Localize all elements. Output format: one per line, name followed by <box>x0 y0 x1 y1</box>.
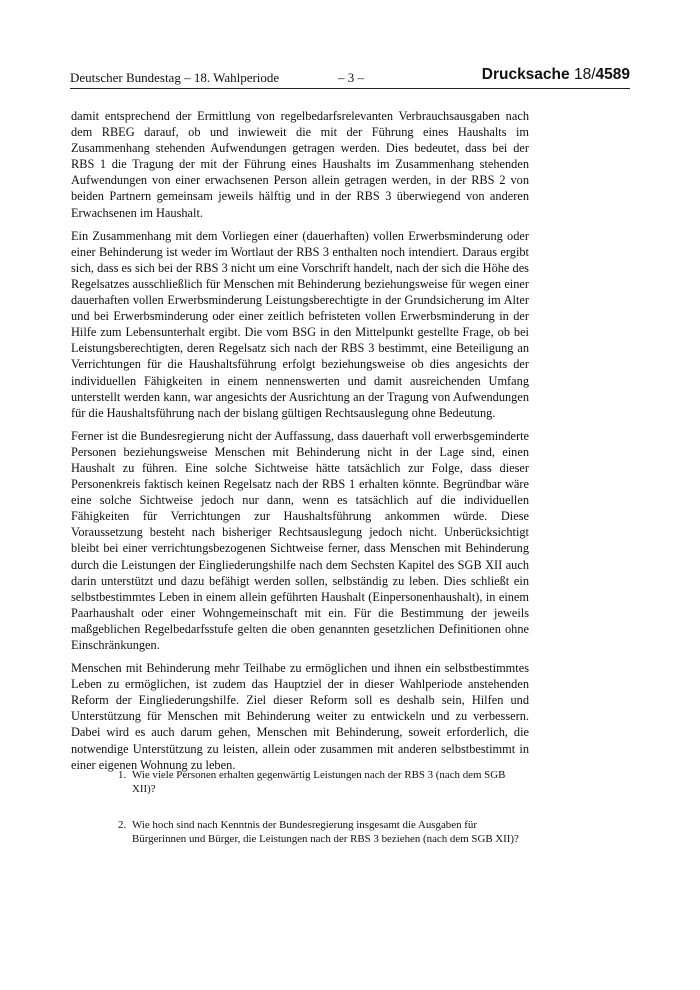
question-text: Wie hoch sind nach Kenntnis der Bundesregierung insgesamt die Ausgaben für Bürgerinnen und Bürger, die Leistungen nach der RBS 3 beziehen (nach dem SGB XII)? <box>132 819 519 845</box>
question-list <box>118 768 530 868</box>
header-page-number: – 3 – <box>338 70 364 85</box>
paragraph: damit entsprechend der Ermittlung von regelbedarfsrelevanten Verbrauchsausgaben nach dem RBEG darauf, ob und inwieweit die mit der Führung eines Haushalts im Zusammenhang stehenden Aufwendungen getragen werden. Dies bedeutet, dass bei der RBS 1 die Tragung der mit der Führung eines Haushalts im Zusammenhang stehenden Aufwendungen von einer erwachsenen Person allein getragen werden, in der RBS 2 von beiden Partnern gemeinsam jeweils hälftig und in der RBS 3 überwiegend von anderen Erwachsenen im Haushalt. <box>71 109 529 220</box>
paragraph: Menschen mit Behinderung mehr Teilhabe zu ermöglichen und ihnen ein selbstbestimmtes Leben zu ermöglichen, ist zudem das Hauptziel der in dieser Wahlperiode anstehenden Reform der Eingliederungshilfe. Ziel dieser Reform soll es deshalb sein, Hilfen und Unterstützung für Menschen mit Behinderung weiter zu entwickeln und zu verbessern. Dabei wird es auch darum gehen, Menschen mit Behinderung, soweit erforderlich, die notwendige Unterstützung zu leisten, allein oder zusammen mit anderen selbstbestimmt in einer eigenen Wohnung zu leben. <box>71 661 529 772</box>
question-number: 2. <box>118 819 127 831</box>
header-document-number <box>482 66 630 84</box>
body-text <box>71 108 529 780</box>
page-header <box>70 66 630 89</box>
doc-label: Drucksache <box>481 66 570 83</box>
question-number: 1. <box>118 769 127 781</box>
question-text: Wie viele Personen erhalten gegenwärtig Leistungen nach der RBS 3 (nach dem SGB XII)? <box>132 769 506 795</box>
question-item <box>118 818 530 846</box>
doc-number: 4589 <box>595 66 630 83</box>
doc-prefix: 18/ <box>573 66 596 83</box>
question-item <box>118 768 530 796</box>
paragraph: Ein Zusammenhang mit dem Vorliegen einer (dauerhaften) vollen Erwerbsminderung oder einer Behinderung ist weder im Wortlaut der RBS 3 enthalten noch intendiert. Daraus ergibt sich, dass es sich bei der RBS 3 nicht um eine Vorschrift handelt, nach der sich die Höhe des Regelsatzes ausschließlich für Menschen mit Behinderung beziehungsweise für wegen einer dauerhaften vollen Erwerbsminderung Leistungsberechtigte in der Grundsicherung im Alter und bei Erwerbsminderung oder einer zeitlich befristeten vollen Erwerbsminderung in der Hilfe zum Lebensunterhalt ergibt. Die vom BSG in den Mittelpunkt gestellte Frage, ob bei Leistungsberechtigten, deren Regelsatz sich nach der RBS 3 bestimmt, eine Beteiligung an Verrichtungen für die Haushaltsführung erfolgt beziehungsweise ob dies angesichts der individuellen Fähigkeiten in einem nennenswerten und damit ausreichenden Umfang unterstellt werden kann, war angesichts der Ausrichtung an der Tragung von Aufwendungen für die Haushaltsführung nach der bislang gültigen Rechtsauslegung ohne Bedeutung. <box>71 228 529 420</box>
header-publication: Deutscher Bundestag – 18. Wahlperiode <box>70 70 280 85</box>
paragraph: Ferner ist die Bundesregierung nicht der Auffassung, dass dauerhaft voll erwerbsgeminderte Personen beziehungsweise Menschen mit Behinderung nicht in der Lage sind, einen Haushalt zu führen. Eine solche Sichtweise hätte tatsächlich zur Folge, dass dieser Personenkreis faktisch keinen Regelsatz nach der RBS 1 erhalten könnte. Begründbar wäre eine solche Sichtweise jedoch nur dann, wenn es tatsächlich auf die individuellen Fähigkeiten für Verrichtungen zur Haushaltsführung ankommen würde. Diese Voraussetzung besteht nach bisheriger Rechtsauslegung jedoch nicht. Unberücksichtigt bleibt bei einer verrichtungsbezogenen Sichtweise ferner, dass Menschen mit Behinderung durch die Leistungen der Eingliederungshilfe nach dem Sechsten Kapitel des SGB XII auch darin unterstützt und dazu befähigt werden sollen, selbständig zu leben. Dies schließt ein selbstbestimmtes Leben in einem allein geführten Haushalt (Einpersonenhaushalt), in einem Paarhaushalt oder einer Wohngemeinschaft mit ein. Für die Bestimmung der jeweils maßgeblichen Regelbedarfsstufe gelten die oben genannten gesetzlichen Definitionen ohne Einschränkungen. <box>71 428 529 652</box>
